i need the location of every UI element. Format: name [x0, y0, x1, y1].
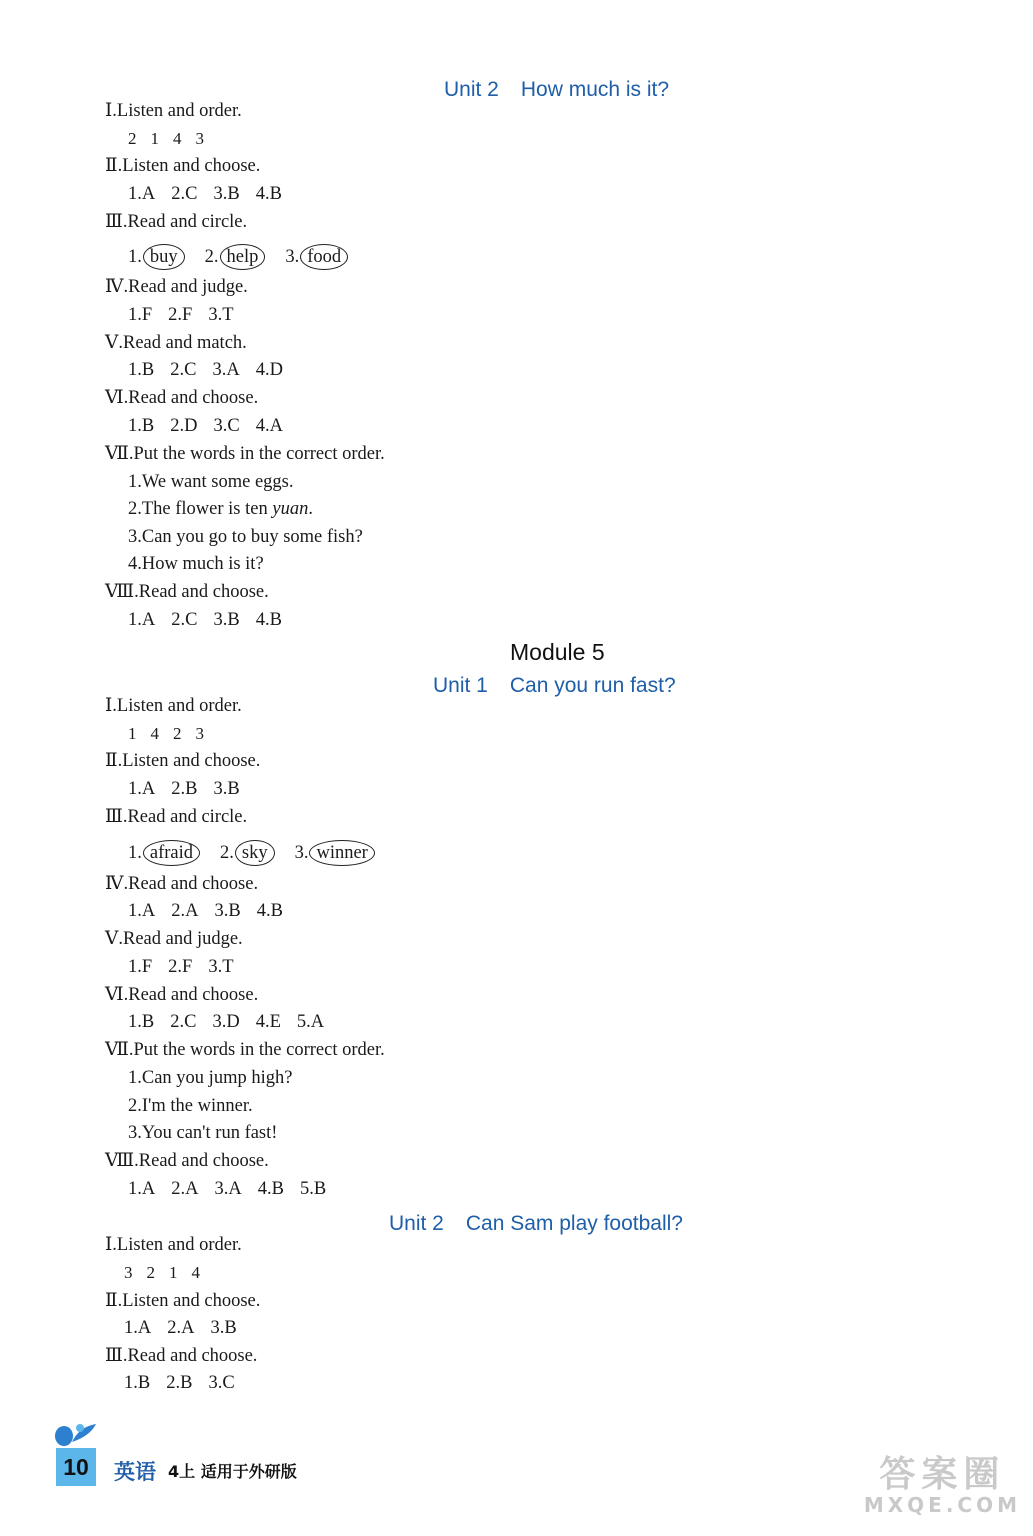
answer: 3: [124, 1263, 133, 1282]
answer: 2.A: [167, 1318, 195, 1338]
answer-row: [128, 1178, 342, 1200]
answer: 2.D: [170, 416, 198, 436]
question-heading: Ⅲ.Read and circle.: [105, 807, 248, 827]
watermark: [864, 1446, 1021, 1517]
circled-words-row: [128, 244, 368, 270]
circled-word: afraid: [143, 840, 200, 866]
unit-title: Can Sam play football?: [465, 1212, 683, 1235]
question-heading: Ⅵ.Read and choose.: [105, 388, 259, 408]
item-number: 1.: [128, 843, 142, 863]
question-heading: Ⅰ.Listen and order.: [105, 696, 242, 716]
answer: 1: [169, 1263, 178, 1282]
answer: 1.B: [128, 416, 155, 436]
answer: 3: [195, 724, 204, 743]
answer: 3.C: [208, 1373, 235, 1393]
question-heading: Ⅴ.Read and judge.: [105, 929, 243, 949]
answer: 2.C: [171, 184, 198, 204]
answer: 4.B: [256, 901, 283, 921]
question-heading: Ⅶ.Put the words in the correct order.: [105, 444, 385, 464]
answer: 1.F: [128, 305, 153, 325]
answer: 2: [173, 724, 182, 743]
answer-row: [128, 1011, 340, 1033]
question-heading: Ⅱ.Listen and choose.: [105, 156, 261, 176]
answer: 4.B: [255, 184, 282, 204]
unit-heading: [433, 674, 676, 698]
answer: 4.B: [255, 610, 282, 630]
answer: 2.F: [168, 305, 193, 325]
answer: 2.C: [170, 1012, 197, 1032]
answer-row: [128, 956, 250, 978]
footer-info: 4上 适用于外研版: [168, 1462, 297, 1481]
answer: 3.B: [213, 610, 240, 630]
question-heading: Ⅲ.Read and circle.: [105, 212, 248, 232]
question-heading: Ⅶ.Put the words in the correct order.: [105, 1040, 385, 1060]
answer: 2.B: [171, 779, 198, 799]
answer: 2.F: [168, 957, 193, 977]
answer-row: [124, 1317, 253, 1339]
question-heading: Ⅱ.Listen and choose.: [105, 1291, 261, 1311]
answer: 4.E: [255, 1012, 281, 1032]
question-heading: Ⅲ.Read and choose.: [105, 1346, 258, 1366]
answer: 2.A: [171, 901, 199, 921]
unit-title: How much is it?: [520, 78, 670, 101]
item-number: 2.: [220, 843, 234, 863]
sentence: 3.You can't run fast!: [128, 1123, 278, 1143]
answer: 5.B: [299, 1179, 327, 1199]
sentence-text: .: [308, 499, 313, 519]
answer: 2.C: [170, 360, 197, 380]
sentence-text: 2.The flower is ten: [128, 499, 273, 519]
answer: 1.A: [128, 610, 156, 630]
answer: 3: [195, 129, 204, 148]
question-heading: Ⅳ.Read and judge.: [105, 277, 248, 297]
footer-logo-icon: [52, 1418, 100, 1450]
answer: 3.B: [213, 184, 240, 204]
answer: 3.D: [212, 1012, 240, 1032]
italic-word: yuan: [272, 499, 309, 519]
page-number: 10: [56, 1448, 96, 1486]
sentence: 3.Can you go to buy some fish?: [128, 527, 363, 547]
item-number: 1.: [128, 247, 142, 267]
answer-row: [128, 304, 250, 326]
answer-row: [124, 1262, 214, 1284]
question-heading: Ⅴ.Read and match.: [105, 333, 247, 353]
answer: 1.B: [128, 360, 155, 380]
question-heading: Ⅰ.Listen and order.: [105, 1235, 242, 1255]
answer: 3.C: [213, 416, 240, 436]
unit-number: Unit 1: [433, 674, 488, 697]
unit-heading: [444, 78, 669, 102]
answer-row: [128, 183, 298, 205]
question-heading: Ⅰ.Listen and order.: [105, 101, 242, 121]
circled-word: food: [300, 244, 348, 270]
answer-row: [124, 1372, 251, 1394]
answer: 3.T: [208, 957, 234, 977]
answer: 3.B: [214, 901, 241, 921]
sentence: [128, 498, 313, 520]
unit-heading: [389, 1212, 683, 1236]
answer: 1.B: [128, 1012, 155, 1032]
answer: 4: [173, 129, 182, 148]
answer-row: [128, 723, 218, 745]
question-heading: Ⅷ.Read and choose.: [105, 1151, 269, 1171]
answer-row: [128, 415, 299, 437]
item-number: 3.: [285, 247, 300, 267]
answer: 2.A: [171, 1179, 199, 1199]
answer: 3.B: [210, 1318, 237, 1338]
answer: 1.A: [128, 184, 156, 204]
sentence: 2.I'm the winner.: [128, 1096, 253, 1116]
answer: 2: [128, 129, 137, 148]
answer: 2.C: [171, 610, 198, 630]
answer: 3.A: [214, 1179, 242, 1199]
watermark-url: MXQE.COM: [863, 1493, 1021, 1517]
footer-subject: 英语: [114, 1460, 156, 1484]
answer-row: [128, 900, 299, 922]
answer: 1: [150, 129, 159, 148]
answer: 4: [191, 1263, 200, 1282]
module-heading: Module 5: [510, 639, 605, 665]
circled-word: help: [220, 244, 266, 270]
item-number: 3.: [294, 843, 309, 863]
answer: 3.B: [213, 779, 240, 799]
answer: 1.B: [124, 1373, 151, 1393]
answer: 1: [128, 724, 137, 743]
circled-word: winner: [309, 840, 374, 866]
answer: 1.A: [128, 779, 156, 799]
item-number: 2.: [204, 247, 219, 267]
question-heading: Ⅷ.Read and choose.: [105, 582, 269, 602]
answer: 1.F: [128, 957, 153, 977]
unit-number: Unit 2: [444, 78, 499, 101]
answer: 4.B: [257, 1179, 284, 1199]
answer: 4.D: [255, 360, 283, 380]
answer: 2.B: [166, 1373, 193, 1393]
answer: 4: [150, 724, 159, 743]
answer-row: [128, 778, 256, 800]
circled-words-row: [128, 840, 395, 866]
unit-title: Can you run fast?: [509, 674, 676, 697]
answer-row: [128, 359, 299, 381]
circled-word: buy: [143, 244, 185, 270]
sentence: 4.How much is it?: [128, 554, 264, 574]
answer-row: [128, 609, 298, 631]
answer: 3.A: [212, 360, 240, 380]
answer: 1.A: [124, 1318, 152, 1338]
answer: 4.A: [255, 416, 283, 436]
question-heading: Ⅵ.Read and choose.: [105, 985, 259, 1005]
watermark-title: 答案圈: [879, 1454, 1006, 1495]
question-heading: Ⅱ.Listen and choose.: [105, 751, 261, 771]
circled-word: sky: [235, 840, 275, 866]
question-heading: Ⅳ.Read and choose.: [105, 874, 259, 894]
answer: 5.A: [296, 1012, 325, 1032]
unit-number: Unit 2: [389, 1212, 444, 1235]
answer: 1.A: [128, 1179, 156, 1199]
answer: 3.T: [208, 305, 234, 325]
answer: 1.A: [128, 901, 156, 921]
answer: 2: [146, 1263, 155, 1282]
sentence: 1.Can you jump high?: [128, 1068, 293, 1088]
sentence: 1.We want some eggs.: [128, 472, 294, 492]
answer-row: [128, 128, 218, 150]
